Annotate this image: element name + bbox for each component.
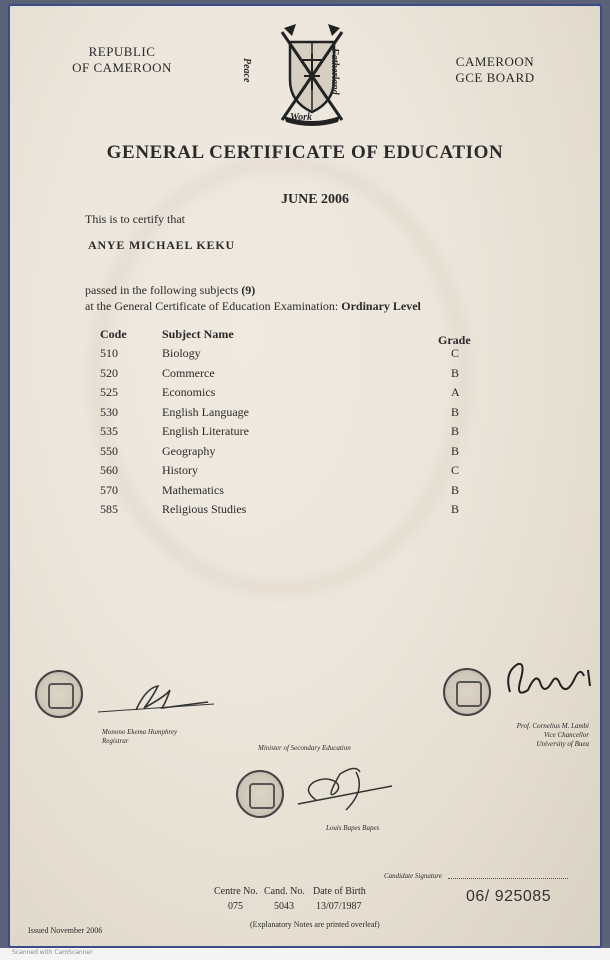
gce-board-header (440, 54, 550, 86)
scanner-watermark-strip (0, 948, 610, 960)
subject-grade: A (451, 385, 460, 399)
exam-text: at the General Certificate of Education Examination: (85, 299, 339, 313)
column-header-code: Code (100, 327, 127, 341)
university-seal-icon (443, 668, 491, 716)
table-row (0, 483, 610, 503)
column-header-subject: Subject Name (162, 327, 234, 341)
subject-code: 560 (100, 463, 118, 477)
subject-grade: B (451, 365, 460, 380)
motto-work: Work (290, 112, 313, 123)
centre-no-label: Centre No. (214, 886, 258, 897)
subject-grade: B (451, 443, 460, 458)
certify-text: This is to certify that (85, 212, 185, 226)
cand-no-label: Cand. No. (264, 886, 305, 897)
dob-value: 13/07/1987 (316, 901, 362, 912)
minister-name: Louis Bapes Bapes (326, 824, 380, 832)
vc-name: Prof. Cornelius M. Lambi (516, 722, 589, 730)
certificate-title: GENERAL CERTIFICATE OF EDUCATION (106, 142, 504, 163)
subject-name: Mathematics (162, 482, 224, 497)
subject-count: (9) (241, 283, 256, 297)
serial-prefix: 06/ (466, 888, 490, 905)
subject-grade: C (451, 463, 460, 477)
registrar-signature-icon (96, 678, 216, 718)
subject-grade: B (451, 404, 460, 419)
header-left-line1: REPUBLIC (88, 44, 156, 59)
issued-date: Issued November 2006 (28, 926, 103, 935)
header-left-line2: OF CAMEROON (72, 60, 172, 75)
vice-chancellor-block (505, 722, 589, 749)
scanner-watermark: Scanned with CamScanner (12, 949, 93, 956)
subject-name: Religious Studies (162, 502, 247, 516)
dob-label: Date of Birth (313, 886, 366, 897)
header-right-line2: GCE BOARD (455, 70, 535, 85)
subject-name: Commerce (162, 365, 215, 380)
subject-code: 510 (100, 346, 118, 360)
ministry-seal-icon (236, 770, 284, 818)
republic-header (62, 44, 182, 76)
explanatory-notes: (Explanatory Notes are printed overleaf) (250, 920, 380, 929)
table-row (0, 424, 610, 444)
table-row (0, 346, 610, 366)
exam-session: JUNE 2006 (280, 192, 350, 207)
candidate-signature-label: Candidate Signature (384, 872, 442, 880)
motto-peace: Peace (241, 58, 252, 83)
registrar-title: Registrar (102, 737, 129, 745)
subject-name: Biology (162, 346, 201, 360)
subject-grade: B (451, 482, 460, 497)
subject-grade: C (451, 346, 460, 360)
table-row (0, 385, 610, 405)
subject-name: History (162, 463, 198, 477)
subjects-table (0, 346, 610, 522)
registrar-name: Monono Ekema Humphrey (102, 728, 178, 736)
minister-title: Minister of Secondary Education (258, 744, 351, 752)
subject-code: 525 (100, 385, 118, 399)
subject-code: 550 (100, 443, 118, 458)
subject-name: Geography (162, 443, 216, 458)
vc-title: Vice Chancellor (543, 731, 589, 739)
subject-name: English Literature (162, 424, 249, 438)
header-right-line1: CAMEROON (455, 54, 535, 69)
subject-code: 530 (100, 404, 118, 419)
vc-org: University of Buea (536, 740, 589, 748)
table-row (0, 463, 610, 483)
motto-fatherland: Fatherland (329, 48, 340, 95)
candidate-signature-line (448, 878, 568, 879)
table-row (0, 502, 610, 522)
subject-code: 585 (100, 502, 118, 516)
subject-grade: B (451, 502, 460, 516)
passed-text: passed in the following subjects (85, 283, 239, 297)
subject-code: 535 (100, 424, 118, 438)
subject-name: English Language (162, 404, 249, 419)
table-row (0, 366, 610, 386)
gce-board-seal-icon (35, 670, 83, 718)
subject-code: 520 (100, 365, 118, 380)
exam-level: Ordinary Level (341, 299, 421, 313)
minister-signature-icon (296, 760, 396, 815)
registrar-block (102, 728, 177, 746)
serial-value: 925085 (494, 888, 552, 905)
table-row (0, 444, 610, 464)
cand-no-value: 5043 (274, 901, 294, 912)
column-header-grade: Grade (438, 333, 471, 347)
candidate-name: ANYE MICHAEL KEKU (88, 238, 235, 252)
subject-code: 570 (100, 482, 118, 497)
serial-number (466, 888, 551, 906)
subject-grade: B (451, 424, 460, 438)
vice-chancellor-signature-icon (500, 652, 600, 712)
subject-name: Economics (162, 385, 216, 399)
table-row (0, 405, 610, 425)
passed-statement (85, 282, 421, 314)
centre-no-value: 075 (228, 901, 243, 912)
